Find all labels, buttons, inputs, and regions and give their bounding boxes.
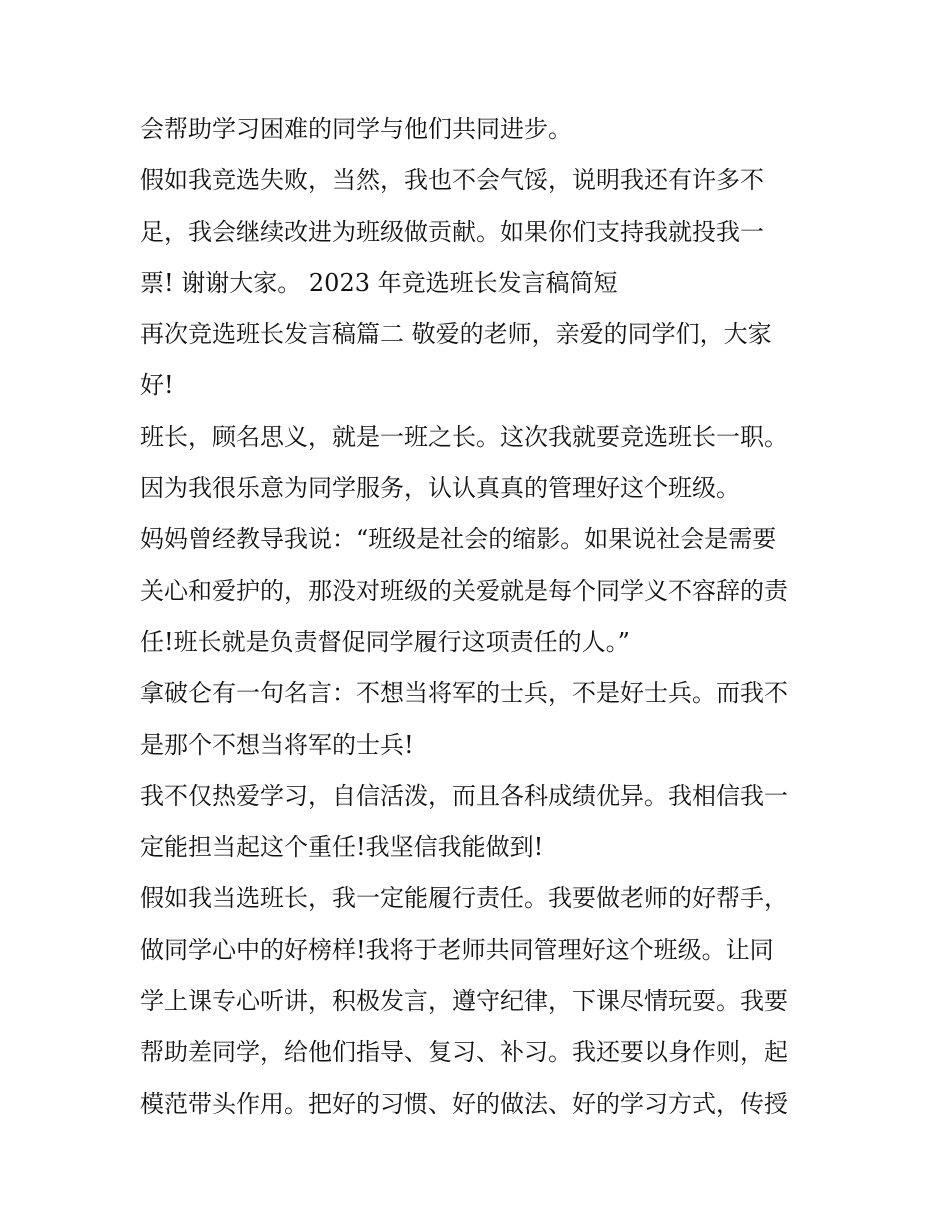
text-line: 拿破仑有一句名言：不想当将军的士兵，不是好士兵。而我不 bbox=[140, 679, 788, 708]
text-line: 定能担当起这个重任!我坚信我能做到! bbox=[140, 833, 544, 862]
text-line: 假如我当选班长，我一定能履行责任。我要做老师的好帮手， bbox=[140, 884, 788, 913]
text-line: 做同学心中的好榜样!我将于老师共同管理好这个班级。让同 bbox=[140, 935, 774, 964]
text-line: 是那个不想当将军的士兵! bbox=[140, 730, 414, 759]
text-line: 学上课专心听讲，积极发言，遵守纪律，下课尽情玩耍。我要 bbox=[140, 987, 788, 1016]
text-line: 班长，顾名思义，就是一班之长。这次我就要竞选班长一职。 bbox=[140, 422, 788, 451]
text-line: 任!班长就是负责督促同学履行这项责任的人。” bbox=[140, 627, 630, 656]
text-line: 因为我很乐意为同学服务，认认真真的管理好这个班级。 bbox=[140, 474, 740, 503]
text-line: 模范带头作用。把好的习惯、好的做法、好的学习方式，传授 bbox=[140, 1089, 788, 1118]
text-line: 再次竞选班长发言稿篇二 敬爱的老师，亲爱的同学们，大家 bbox=[140, 320, 772, 349]
text-line: 票! 谢谢大家。 2023 年竞选班长发言稿简短 bbox=[140, 268, 618, 297]
text-line: 会帮助学习困难的同学与他们共同进步。 bbox=[140, 115, 572, 143]
text-line: 假如我竞选失败，当然，我也不会气馁，说明我还有许多不 bbox=[140, 166, 764, 195]
text-line: 好! bbox=[140, 371, 174, 400]
document-body bbox=[140, 104, 820, 1130]
text-line: 足，我会继续改进为班级做贡献。如果你们支持我就投我一 bbox=[140, 217, 764, 246]
text-line: 关心和爱护的，那没对班级的关爱就是每个同学义不容辞的责 bbox=[140, 576, 788, 605]
text-line: 我不仅热爱学习，自信活泼，而且各科成绩优异。我相信我一 bbox=[140, 781, 788, 810]
text-line: 帮助差同学，给他们指导、复习、补习。我还要以身作则，起 bbox=[140, 1038, 788, 1067]
text-line: 妈妈曾经教导我说：“班级是社会的缩影。如果说社会是需要 bbox=[140, 525, 777, 554]
